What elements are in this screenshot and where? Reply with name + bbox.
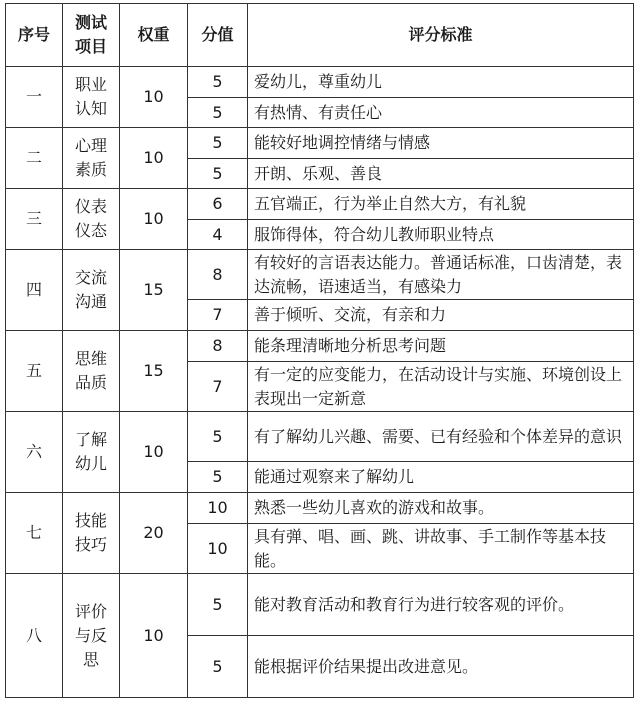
row-number: 四: [6, 250, 63, 331]
criteria-text: 爱幼儿，尊重幼儿: [248, 67, 634, 98]
score-value: 5: [188, 159, 248, 189]
criteria-text: 善于倾听、交流，有亲和力: [248, 300, 634, 331]
criteria-text: 能根据评价结果提出改进意见。: [248, 636, 634, 698]
criteria-text: 开朗、乐观、善良: [248, 159, 634, 189]
header-item-line2: 项目: [74, 37, 107, 56]
criteria-text: 具有弹、唱、画、跳、讲故事、手工制作等基本技能。: [248, 524, 634, 574]
test-item: 技能 技巧: [63, 493, 120, 574]
row-number: 二: [6, 128, 63, 189]
weight-value: 10: [120, 189, 188, 250]
score-value: 5: [188, 636, 248, 698]
score-value: 5: [188, 412, 248, 462]
header-no: 序号: [6, 4, 63, 67]
table-row: [6, 493, 634, 524]
header-weight: 权重: [120, 4, 188, 67]
header-row: [6, 4, 634, 67]
row-number: 五: [6, 331, 63, 412]
table-row: [6, 574, 634, 636]
score-value: 7: [188, 362, 248, 412]
weight-value: 10: [120, 128, 188, 189]
criteria-text: 有较好的言语表达能力。普通话标准，口齿清楚，表达流畅，语速适当，有感染力: [248, 250, 634, 300]
row-number: 八: [6, 574, 63, 698]
score-value: 8: [188, 250, 248, 300]
table-row: [6, 67, 634, 98]
header-item-line1: 测试: [74, 13, 107, 32]
score-value: 8: [188, 331, 248, 362]
score-value: 5: [188, 462, 248, 493]
score-value: 10: [188, 524, 248, 574]
test-item: 职业 认知: [63, 67, 120, 128]
criteria-text: 服饰得体，符合幼儿教师职业特点: [248, 220, 634, 250]
criteria-text: 有一定的应变能力，在活动设计与实施、环境创设上表现出一定新意: [248, 362, 634, 412]
test-item: 了解 幼儿: [63, 412, 120, 493]
test-item: 心理 素质: [63, 128, 120, 189]
weight-value: 15: [120, 250, 188, 331]
test-item: 仪表 仪态: [63, 189, 120, 250]
table-row: [6, 189, 634, 220]
table-row: [6, 128, 634, 159]
test-item: 思维 品质: [63, 331, 120, 412]
criteria-text: 能通过观察来了解幼儿: [248, 462, 634, 493]
criteria-text: 能对教育活动和教育行为进行较客观的评价。: [248, 574, 634, 636]
header-item: [63, 4, 120, 67]
test-item: 评价 与反 思: [63, 574, 120, 698]
table-row: [6, 250, 634, 300]
criteria-text: 熟悉一些幼儿喜欢的游戏和故事。: [248, 493, 634, 524]
score-value: 5: [188, 128, 248, 159]
row-number: 三: [6, 189, 63, 250]
test-item: 交流 沟通: [63, 250, 120, 331]
score-value: 6: [188, 189, 248, 220]
weight-value: 10: [120, 67, 188, 128]
row-number: 六: [6, 412, 63, 493]
table-row: [6, 412, 634, 462]
criteria-text: 五官端正，行为举止自然大方，有礼貌: [248, 189, 634, 220]
score-value: 7: [188, 300, 248, 331]
criteria-text: 有了解幼儿兴趣、需要、已有经验和个体差异的意识: [248, 412, 634, 462]
weight-value: 10: [120, 574, 188, 698]
row-number: 一: [6, 67, 63, 128]
score-value: 10: [188, 493, 248, 524]
row-number: 七: [6, 493, 63, 574]
weight-value: 10: [120, 412, 188, 493]
score-value: 4: [188, 220, 248, 250]
criteria-text: 有热情、有责任心: [248, 98, 634, 128]
header-standard: 评分标准: [248, 4, 634, 67]
header-score: 分值: [188, 4, 248, 67]
score-value: 5: [188, 67, 248, 98]
criteria-text: 能较好地调控情绪与情感: [248, 128, 634, 159]
weight-value: 20: [120, 493, 188, 574]
score-value: 5: [188, 574, 248, 636]
score-value: 5: [188, 98, 248, 128]
table-row: [6, 331, 634, 362]
weight-value: 15: [120, 331, 188, 412]
criteria-text: 能条理清晰地分析思考问题: [248, 331, 634, 362]
evaluation-table: [5, 3, 634, 698]
